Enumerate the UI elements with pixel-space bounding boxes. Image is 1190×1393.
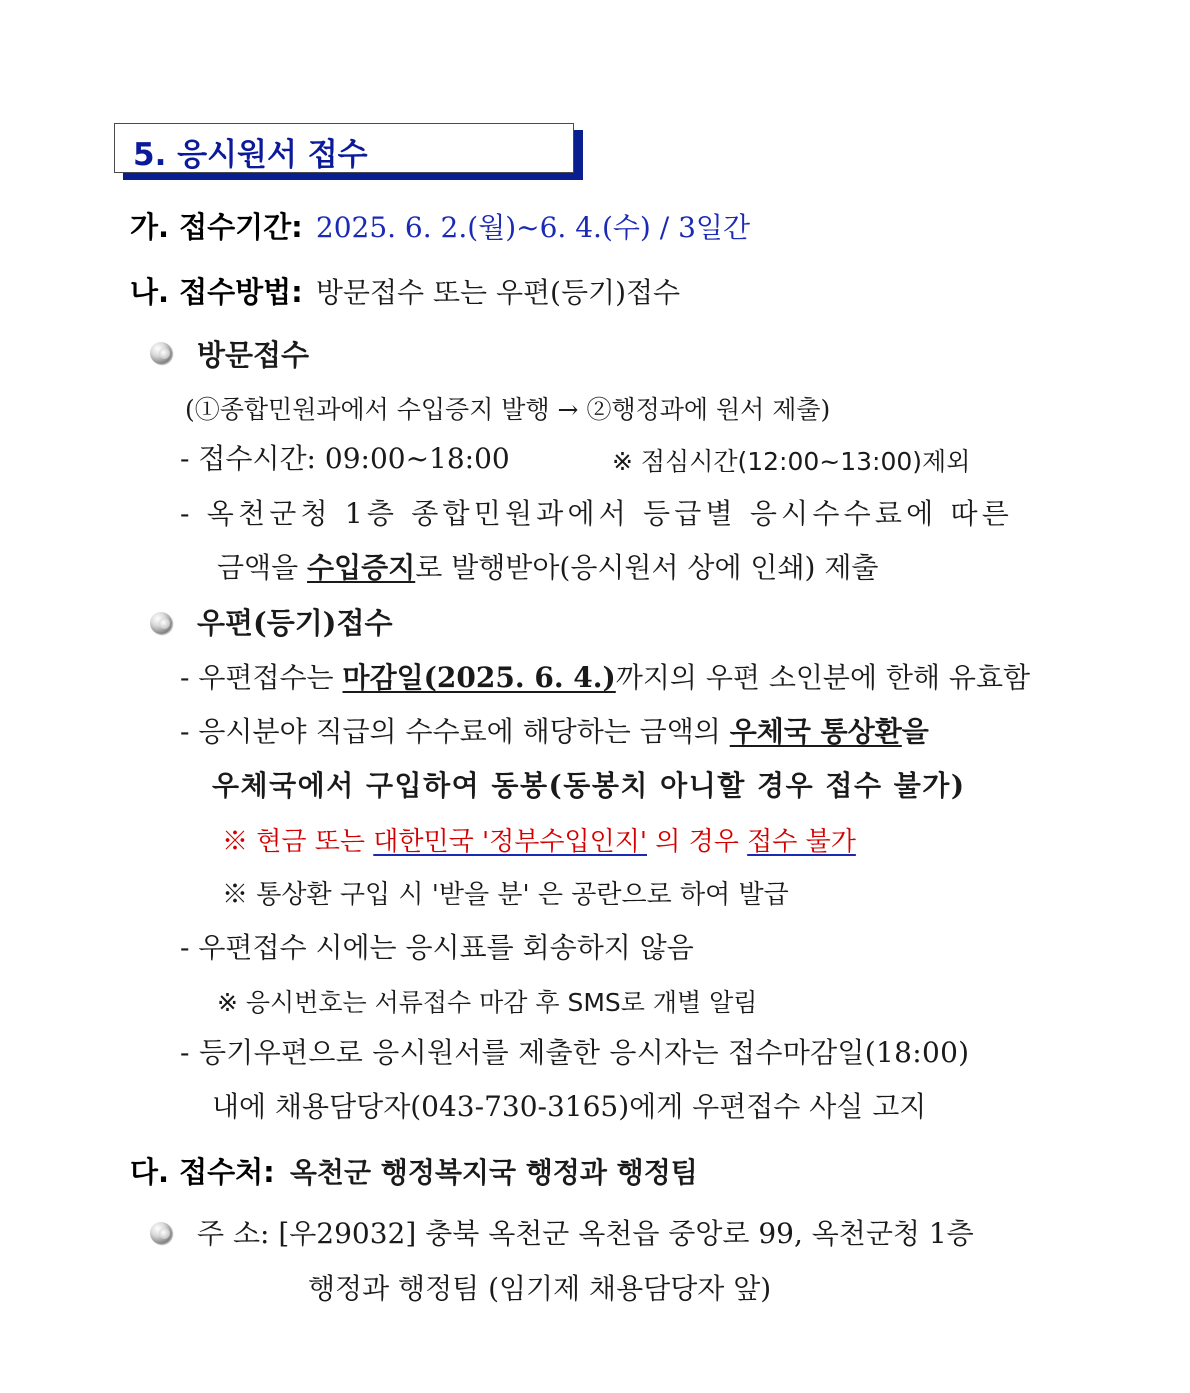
period-label: 가. 접수기간: [130, 210, 303, 244]
office-value: 옥천군 행정복지국 행정과 행정팀 [289, 1156, 698, 1189]
mail-heading: 우편(등기)접수 [197, 606, 393, 640]
visit-line2-post: 로 발행받아(응시원서 상에 인쇄) 제출 [415, 551, 879, 584]
not-accepted-text: 접수 불가 [747, 827, 856, 857]
bullet-icon [150, 612, 172, 634]
visit-line1-text: - 옥천군청 1층 종합민원과에서 등급별 응시수수료에 따른 [180, 497, 1013, 530]
period-row [130, 205, 750, 246]
address-line1: 주 소: [우29032] 충북 옥천군 옥천읍 중앙로 99, 옥천군청 1층 [197, 1217, 974, 1250]
postal-note: ※ 통상환 구입 시 '받을 분' 은 공란으로 하여 발급 [222, 880, 789, 910]
visit-time: - 접수시간: 09:00~18:00 [180, 442, 510, 475]
section-title-box [114, 123, 574, 173]
mail-line1-pre: - 우편접수는 [180, 661, 343, 694]
mail-line1 [180, 656, 1030, 696]
mail-line6: 내에 채용담당자(043-730-3165)에게 우편접수 사실 고지 [212, 1090, 927, 1123]
visit-heading: 방문접수 [197, 338, 310, 372]
stamp-warning: 대한민국 '정부수입인지' [373, 827, 647, 857]
mail-line2-post: 을 [901, 715, 929, 748]
mail-line1-post: 까지의 우편 소인분에 한해 유효함 [615, 661, 1031, 694]
method-label: 나. 접수방법: [130, 275, 303, 309]
visit-steps: (①종합민원과에서 수입증지 발행 → ②행정과에 원서 제출) [185, 395, 831, 424]
method-value: 방문접수 또는 우편(등기)접수 [315, 276, 681, 309]
office-label: 다. 접수처: [130, 1155, 275, 1189]
cash-warning-a: ※ 현금 또는 [222, 827, 374, 857]
mail-line2-pre: - 응시분야 직급의 수수료에 해당하는 금액의 [180, 715, 730, 748]
bullet-icon [150, 342, 172, 364]
section-title: 5. 응시원서 접수 [133, 137, 368, 173]
cash-warning-c: 의 경우 [647, 827, 748, 857]
address-line2: 행정과 행정팀 (임기제 채용담당자 앞) [308, 1272, 772, 1305]
visit-time-note: ※ 점심시간(12:00~13:00)제외 [612, 447, 971, 476]
visit-line2-pre: 금액을 [217, 551, 308, 584]
method-row [130, 270, 680, 311]
cash-warning [222, 821, 856, 858]
period-value: 2025. 6. 2.(월)~6. 4.(수) / 3일간 [315, 211, 750, 244]
sms-note: ※ 응시번호는 서류접수 마감 후 SMS로 개별 알림 [217, 988, 758, 1017]
deadline-text: 마감일(2025. 6. 4.) [342, 661, 616, 694]
bullet-icon [150, 1222, 172, 1244]
visit-line2 [217, 546, 878, 586]
mail-line3: 우체국에서 구입하여 동봉(동봉치 아니할 경우 접수 불가) [212, 769, 966, 802]
visit-line1 [180, 492, 1076, 532]
mail-line4: - 우편접수 시에는 응시표를 회송하지 않음 [180, 931, 694, 964]
postal-order-text: 우체국 통상환 [729, 715, 902, 748]
mail-line5: - 등기우편으로 응시원서를 제출한 응시자는 접수마감일(18:00) [180, 1036, 970, 1069]
office-row [130, 1150, 698, 1191]
mail-line2 [180, 710, 929, 750]
revenue-stamp-text: 수입증지 [307, 551, 416, 584]
